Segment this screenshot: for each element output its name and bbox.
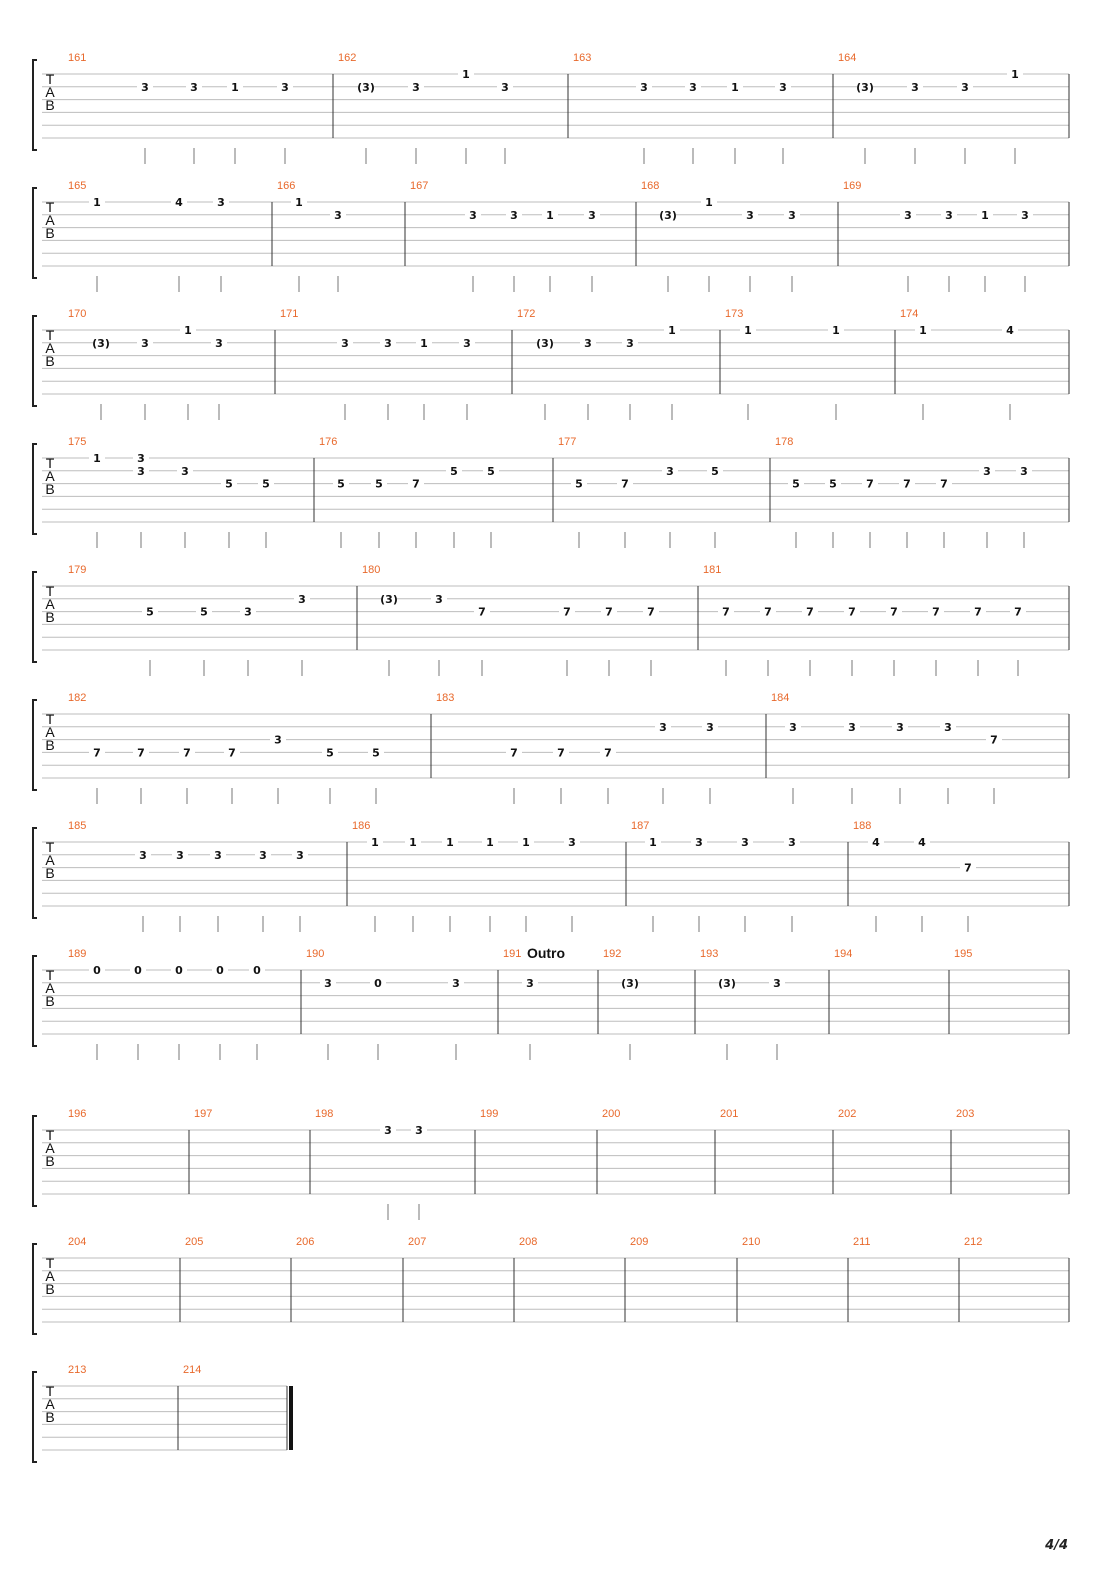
tab-clef-letter: B	[45, 993, 55, 1009]
tab-clef-letter: A	[45, 212, 55, 228]
fret-number: 3	[139, 848, 147, 862]
measure-number: 189	[68, 948, 87, 960]
fret-number: 3	[568, 836, 576, 849]
fret-number: 7	[563, 605, 571, 619]
fret-number: (3)	[718, 976, 736, 990]
fret-number: 7	[974, 605, 982, 619]
fret-number: 3	[848, 720, 856, 734]
fret-number: 3	[526, 976, 534, 990]
fret-number: 1	[546, 208, 554, 222]
measure-number: 176	[319, 436, 338, 448]
fret-number: 4	[1006, 324, 1014, 337]
fret-number: 5	[829, 477, 837, 491]
fret-number: 5	[225, 477, 233, 491]
measure-number: 197	[194, 1108, 213, 1120]
fret-number: 3	[137, 452, 145, 465]
fret-number: 3	[412, 80, 420, 94]
fret-number: 1	[295, 196, 303, 209]
tab-clef-letter: T	[45, 583, 55, 599]
fret-number: 5	[262, 477, 270, 491]
fret-number: 3	[215, 336, 223, 350]
measure-number: 204	[68, 1236, 87, 1248]
measure-number: 171	[280, 308, 299, 320]
fret-number: (3)	[92, 336, 110, 350]
tab-system	[33, 820, 1069, 932]
tab-clef-letter: B	[45, 1409, 55, 1425]
tab-clef-letter: B	[45, 865, 55, 881]
measure-number: 210	[742, 1236, 761, 1248]
tab-clef-letter: A	[45, 596, 55, 612]
tab-clef-letter: A	[45, 1268, 55, 1284]
fret-number: 7	[621, 477, 629, 491]
system-bracket	[33, 1244, 37, 1334]
fret-number: 1	[981, 208, 989, 222]
fret-number: (3)	[856, 80, 874, 94]
fret-number: 7	[183, 746, 191, 760]
fret-number: 3	[706, 720, 714, 734]
fret-number: 3	[435, 592, 443, 606]
fret-number: 3	[588, 208, 596, 222]
tab-clef-letter: A	[45, 468, 55, 484]
fret-number: 3	[666, 464, 674, 478]
measure-number: 213	[68, 1364, 87, 1376]
fret-number: 7	[137, 746, 145, 760]
fret-number: 3	[452, 976, 460, 990]
fret-number: 3	[896, 720, 904, 734]
fret-number: 3	[190, 80, 198, 94]
measure-number: 162	[338, 52, 357, 64]
system-bracket	[33, 572, 37, 662]
system-bracket	[33, 1116, 37, 1206]
tab-clef-letter: A	[45, 852, 55, 868]
fret-number: 3	[214, 848, 222, 862]
tab-clef-letter: A	[45, 84, 55, 100]
fret-number: 4	[918, 836, 926, 849]
system-bracket	[33, 700, 37, 790]
fret-number: 5	[792, 477, 800, 491]
fret-number: 3	[961, 80, 969, 94]
fret-number: 3	[334, 208, 342, 222]
measure-number: 184	[771, 692, 790, 704]
tab-clef-letter: T	[45, 839, 55, 855]
fret-number: 3	[137, 464, 145, 478]
fret-number: 0	[374, 976, 382, 990]
fret-number: 1	[93, 452, 101, 465]
fret-number: 3	[584, 336, 592, 350]
fret-number: 3	[788, 208, 796, 222]
fret-number: 7	[990, 733, 998, 747]
measure-number: 182	[68, 692, 87, 704]
fret-number: 3	[384, 1124, 392, 1137]
fret-number: 1	[705, 196, 713, 209]
measure-number: 211	[853, 1236, 871, 1248]
measure-number: 191	[503, 948, 522, 960]
fret-number: 5	[326, 746, 334, 760]
fret-number: 1	[446, 836, 454, 849]
measure-number: 207	[408, 1236, 427, 1248]
measure-number: 170	[68, 308, 87, 320]
fret-number: 3	[944, 720, 952, 734]
measure-number: 179	[68, 564, 87, 576]
fret-number: 3	[983, 464, 991, 478]
tab-clef-letter: T	[45, 71, 55, 87]
fret-number: 3	[741, 836, 749, 849]
fret-number: 5	[375, 477, 383, 491]
measure-number: 214	[183, 1364, 202, 1376]
fret-number: 7	[932, 605, 940, 619]
measure-number: 177	[558, 436, 577, 448]
fret-number: 3	[746, 208, 754, 222]
measure-number: 173	[725, 308, 744, 320]
fret-number: (3)	[357, 80, 375, 94]
fret-number: 3	[788, 836, 796, 849]
tab-clef-letter: B	[45, 609, 55, 625]
tab-clef-letter: A	[45, 980, 55, 996]
tab-system	[33, 1108, 1069, 1220]
fret-number: 0	[93, 964, 101, 977]
tab-clef-letter: B	[45, 97, 55, 113]
section-label: Outro	[526, 945, 566, 961]
tab-clef-letter: B	[45, 737, 55, 753]
measure-number: 167	[410, 180, 429, 192]
tab-clef-letter: A	[45, 340, 55, 356]
tab-system	[33, 1236, 1069, 1334]
fret-number: 3	[298, 592, 306, 606]
fret-number: 7	[764, 605, 772, 619]
fret-number: 5	[575, 477, 583, 491]
fret-number: 3	[274, 733, 282, 747]
fret-number: 1	[462, 68, 470, 81]
measure-number: 175	[68, 436, 87, 448]
fret-number: 3	[141, 336, 149, 350]
measure-number: 168	[641, 180, 660, 192]
tab-system	[33, 308, 1069, 420]
measure-number: 208	[519, 1236, 538, 1248]
fret-number: 7	[557, 746, 565, 760]
measure-number: 185	[68, 820, 87, 832]
fret-number: 7	[866, 477, 874, 491]
tab-clef-letter: B	[45, 1153, 55, 1169]
fret-number: 3	[415, 1124, 423, 1137]
tab-clef-letter: A	[45, 1396, 55, 1412]
fret-number: 3	[695, 836, 703, 849]
fret-number: 3	[640, 80, 648, 94]
fret-number: 7	[605, 605, 613, 619]
fret-number: 3	[244, 605, 252, 619]
fret-number: 3	[281, 80, 289, 94]
fret-number: 7	[478, 605, 486, 619]
measure-number: 188	[853, 820, 872, 832]
fret-number: 3	[259, 848, 267, 862]
measure-number: 209	[630, 1236, 649, 1248]
fret-number: 1	[1011, 68, 1019, 81]
measure-number: 165	[68, 180, 87, 192]
measure-number: 202	[838, 1108, 857, 1120]
measure-number: 206	[296, 1236, 315, 1248]
fret-number: 0	[253, 964, 261, 977]
fret-number: 4	[872, 836, 880, 849]
measure-number: 187	[631, 820, 650, 832]
fret-number: 3	[510, 208, 518, 222]
tab-clef-letter: B	[45, 481, 55, 497]
tab-clef-letter: T	[45, 1255, 55, 1271]
fret-number: 3	[181, 464, 189, 478]
measure-number: 166	[277, 180, 296, 192]
page-number: 4/4	[1045, 1538, 1068, 1553]
fret-number: 1	[731, 80, 739, 94]
tab-clef-letter: T	[45, 967, 55, 983]
fret-number: (3)	[536, 336, 554, 350]
tab-system	[33, 436, 1069, 548]
fret-number: 3	[141, 80, 149, 94]
measure-number: 203	[956, 1108, 975, 1120]
fret-number: 1	[231, 80, 239, 94]
fret-number: (3)	[380, 592, 398, 606]
tab-clef-letter: T	[45, 327, 55, 343]
fret-number: 5	[487, 464, 495, 478]
final-bar-line	[289, 1386, 293, 1450]
measure-number: 190	[306, 948, 325, 960]
fret-number: 7	[93, 746, 101, 760]
measure-number: 200	[602, 1108, 621, 1120]
tab-system	[33, 564, 1069, 676]
measure-number: 201	[720, 1108, 739, 1120]
measure-number: 212	[964, 1236, 983, 1248]
fret-number: 3	[773, 976, 781, 990]
fret-number: 1	[409, 836, 417, 849]
fret-number: 7	[964, 861, 972, 875]
fret-number: 7	[890, 605, 898, 619]
tab-clef-letter: T	[45, 711, 55, 727]
fret-number: 3	[659, 720, 667, 734]
tab-system	[33, 1364, 293, 1462]
system-bracket	[33, 444, 37, 534]
measure-number: 199	[480, 1108, 499, 1120]
fret-number: 3	[324, 976, 332, 990]
measure-number: 172	[517, 308, 536, 320]
fret-number: 3	[1020, 464, 1028, 478]
measure-number: 174	[900, 308, 919, 320]
fret-number: 7	[604, 746, 612, 760]
fret-number: 3	[945, 208, 953, 222]
fret-number: 0	[134, 964, 142, 977]
fret-number: 1	[522, 836, 530, 849]
fret-number: 0	[175, 964, 183, 977]
measure-number: 186	[352, 820, 371, 832]
system-bracket	[33, 1372, 37, 1462]
tab-system	[33, 692, 1069, 804]
measure-number: 183	[436, 692, 455, 704]
fret-number: 7	[228, 746, 236, 760]
measure-number: 205	[185, 1236, 204, 1248]
fret-number: (3)	[659, 208, 677, 222]
fret-number: 5	[337, 477, 345, 491]
fret-number: 1	[744, 324, 752, 337]
tab-clef-letter: A	[45, 724, 55, 740]
fret-number: 7	[848, 605, 856, 619]
fret-number: 3	[176, 848, 184, 862]
tab-clef-letter: B	[45, 1281, 55, 1297]
measure-number: 178	[775, 436, 794, 448]
measure-number: 196	[68, 1108, 87, 1120]
fret-number: 3	[469, 208, 477, 222]
tab-clef-letter: A	[45, 1140, 55, 1156]
fret-number: 3	[463, 336, 471, 350]
measure-number: 169	[843, 180, 862, 192]
fret-number: 1	[486, 836, 494, 849]
fret-number: 4	[175, 196, 183, 209]
fret-number: 1	[420, 336, 428, 350]
measure-number: 163	[573, 52, 592, 64]
system-bracket	[33, 828, 37, 918]
tab-system	[33, 180, 1069, 292]
fret-number: 7	[806, 605, 814, 619]
tab-clef-letter: B	[45, 353, 55, 369]
fret-number: 3	[689, 80, 697, 94]
tab-clef-letter: T	[45, 455, 55, 471]
tab-clef-letter: T	[45, 1127, 55, 1143]
fret-number: 5	[711, 464, 719, 478]
fret-number: (3)	[621, 976, 639, 990]
tab-clef-letter: T	[45, 199, 55, 215]
measure-number: 164	[838, 52, 857, 64]
fret-number: 1	[371, 836, 379, 849]
fret-number: 7	[903, 477, 911, 491]
fret-number: 3	[217, 196, 225, 209]
fret-number: 1	[668, 324, 676, 337]
fret-number: 5	[372, 746, 380, 760]
measure-number: 161	[68, 52, 87, 64]
measure-number: 198	[315, 1108, 334, 1120]
fret-number: 3	[296, 848, 304, 862]
measure-number: 180	[362, 564, 381, 576]
fret-number: 1	[93, 196, 101, 209]
tab-system	[33, 948, 1069, 1060]
fret-number: 3	[779, 80, 787, 94]
fret-number: 5	[146, 605, 154, 619]
fret-number: 3	[501, 80, 509, 94]
measure-number: 194	[834, 948, 853, 960]
fret-number: 5	[200, 605, 208, 619]
fret-number: 1	[919, 324, 927, 337]
fret-number: 3	[384, 336, 392, 350]
fret-number: 7	[1014, 605, 1022, 619]
tab-clef-letter: T	[45, 1383, 55, 1399]
fret-number: 3	[626, 336, 634, 350]
measure-number: 193	[700, 948, 719, 960]
fret-number: 7	[412, 477, 420, 491]
fret-number: 1	[832, 324, 840, 337]
fret-number: 3	[911, 80, 919, 94]
system-bracket	[33, 316, 37, 406]
measure-number: 192	[603, 948, 622, 960]
system-bracket	[33, 956, 37, 1046]
fret-number: 3	[904, 208, 912, 222]
tab-clef-letter: B	[45, 225, 55, 241]
fret-number: 7	[647, 605, 655, 619]
measure-number: 181	[703, 564, 722, 576]
fret-number: 5	[450, 464, 458, 478]
fret-number: 3	[341, 336, 349, 350]
fret-number: 7	[940, 477, 948, 491]
fret-number: 3	[789, 720, 797, 734]
fret-number: 7	[722, 605, 730, 619]
system-bracket	[33, 60, 37, 150]
fret-number: 7	[510, 746, 518, 760]
tab-system	[33, 52, 1069, 164]
fret-number: 3	[1021, 208, 1029, 222]
fret-number: 1	[649, 836, 657, 849]
measure-number: 195	[954, 948, 973, 960]
fret-number: 0	[216, 964, 224, 977]
system-bracket	[33, 188, 37, 278]
fret-number: 1	[184, 324, 192, 337]
